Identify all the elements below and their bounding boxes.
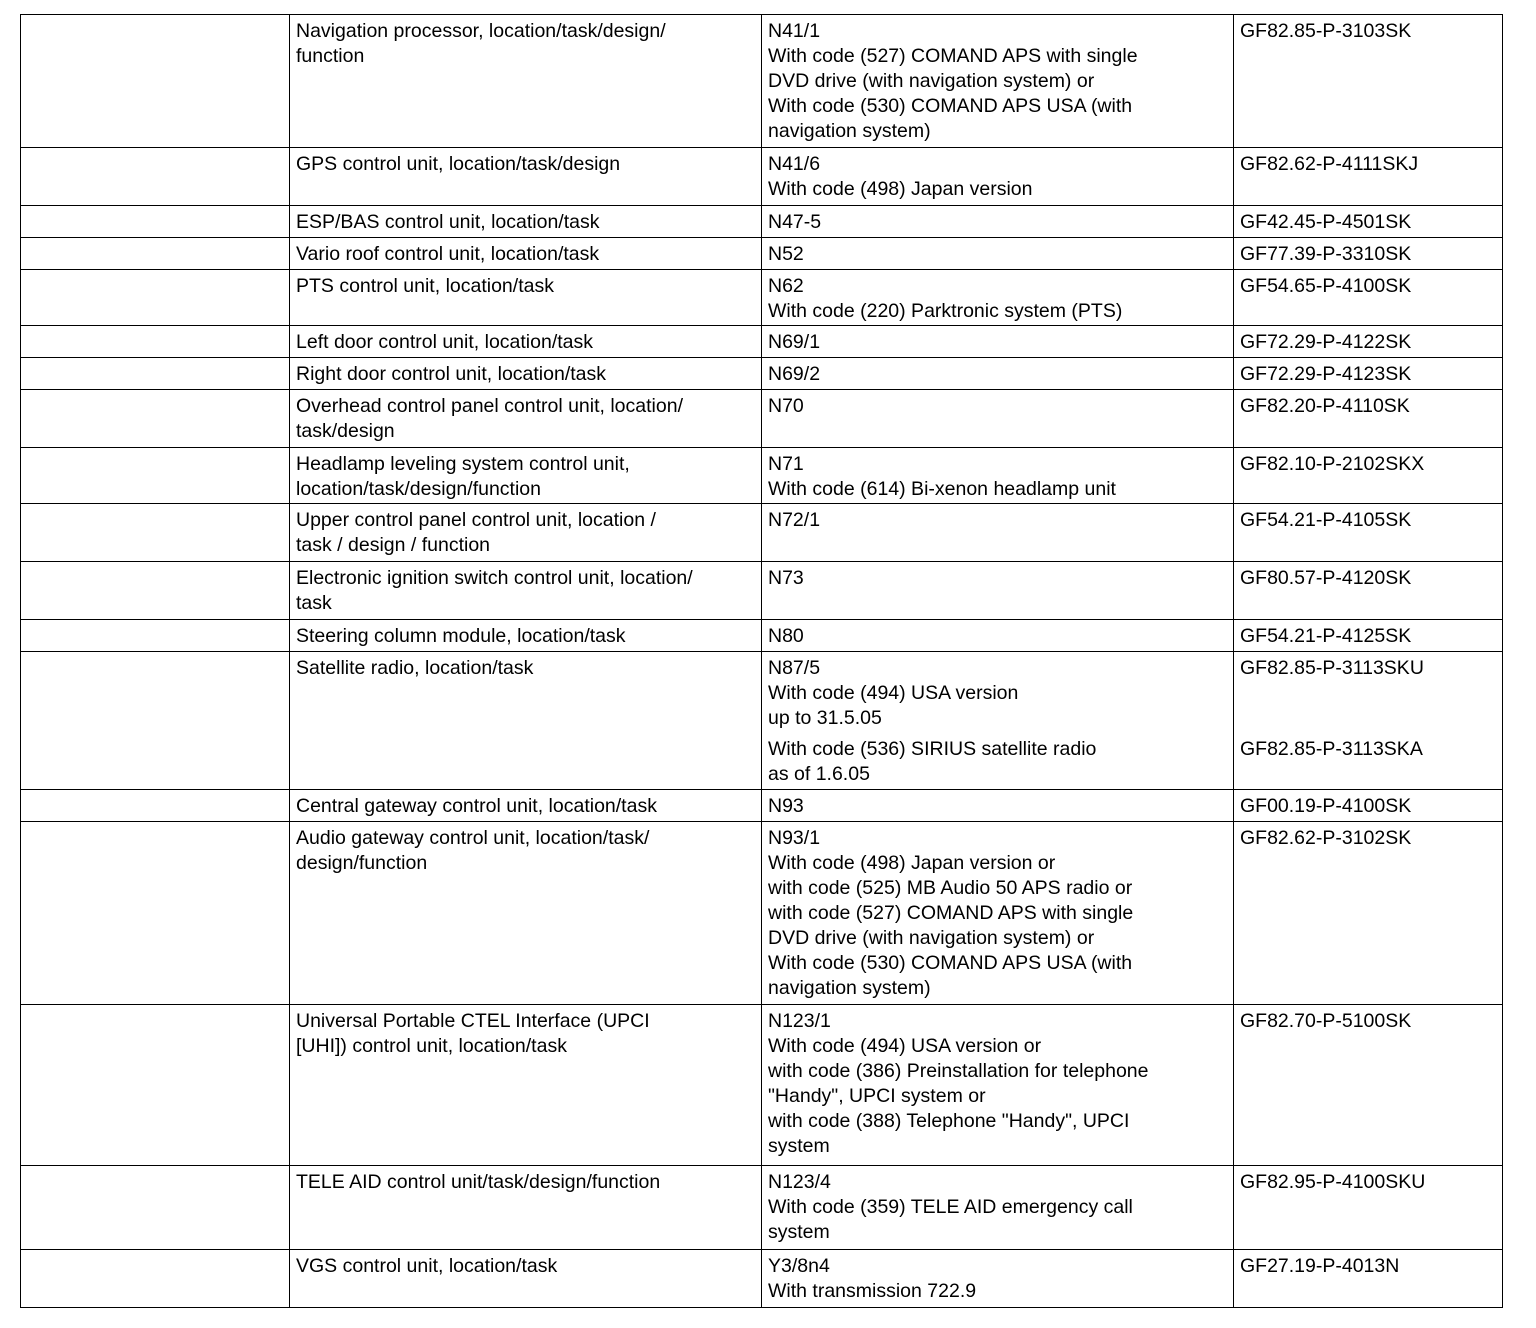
designation-text: N70 (768, 395, 804, 417)
table-row (21, 504, 1503, 562)
document-number: GF27.19-P-4013N (1240, 1255, 1400, 1277)
document-number: GF72.29-P-4123SK (1240, 363, 1412, 385)
blank-cell (21, 822, 290, 1005)
designation-text: N73 (768, 567, 804, 589)
designation-block (768, 274, 1227, 324)
designation-text: With code (359) TELE AID emergency call (768, 1196, 1133, 1218)
document-number: GF77.39-P-3310SK (1240, 243, 1412, 265)
designation-text: N41/1 (768, 20, 821, 42)
designation-cell (762, 390, 1234, 448)
document-cell (1234, 790, 1503, 822)
designation-text: N80 (768, 625, 804, 647)
designation-text: navigation system) (768, 120, 931, 142)
designation-text: With transmission 722.9 (768, 1280, 977, 1302)
document-cell (1234, 1005, 1503, 1166)
component-cell (290, 270, 762, 326)
designation-cell (762, 1166, 1234, 1250)
document-number: GF42.45-P-4501SK (1240, 211, 1412, 233)
designation-block (768, 566, 1227, 591)
document-cell (1234, 358, 1503, 390)
component-cell (290, 1166, 762, 1250)
table-row (21, 448, 1503, 504)
component-cell (290, 652, 762, 790)
document-cell (1234, 148, 1503, 206)
designation-text: with code (386) Preinstallation for telephone (768, 1060, 1149, 1082)
component-cell (290, 1250, 762, 1308)
blank-cell (21, 326, 290, 358)
document-cell (1234, 1250, 1503, 1308)
designation-cell (762, 238, 1234, 270)
component-text: task / design / function (296, 534, 491, 556)
designation-block (768, 394, 1227, 419)
table-row (21, 1166, 1503, 1250)
designation-text: With code (498) Japan version (768, 178, 1033, 200)
table-row (21, 790, 1503, 822)
designation-block (768, 656, 1227, 731)
table-row (21, 358, 1503, 390)
component-text: Central gateway control unit, location/task (296, 795, 657, 817)
designation-text: with code (525) MB Audio 50 APS radio or (768, 877, 1133, 899)
table-row (21, 620, 1503, 652)
designation-text: N123/1 (768, 1010, 831, 1032)
component-cell (290, 326, 762, 358)
designation-text: with code (388) Telephone "Handy", UPCI (768, 1110, 1130, 1132)
designation-cell (762, 148, 1234, 206)
designation-block (768, 362, 1227, 387)
designation-text: With code (536) SIRIUS satellite radio (768, 738, 1097, 760)
component-text: Steering column module, location/task (296, 625, 626, 647)
table-row (21, 652, 1503, 790)
designation-cell (762, 15, 1234, 148)
component-text: GPS control unit, location/task/design (296, 153, 621, 175)
designation-block (768, 330, 1227, 355)
document-number: GF82.85-P-3113SKA (1240, 738, 1423, 760)
designation-text: N69/1 (768, 331, 821, 353)
document-number: GF82.95-P-4100SKU (1240, 1171, 1426, 1193)
document-number: GF82.20-P-4110SK (1240, 395, 1410, 417)
designation-block (768, 210, 1227, 235)
component-text: Left door control unit, location/task (296, 331, 594, 353)
designation-cell (762, 326, 1234, 358)
designation-text: With code (220) Parktronic system (PTS) (768, 300, 1123, 322)
table-row (21, 206, 1503, 238)
designation-cell (762, 270, 1234, 326)
blank-cell (21, 1166, 290, 1250)
designation-block (768, 794, 1227, 819)
designation-cell (762, 790, 1234, 822)
designation-text: DVD drive (with navigation system) or (768, 70, 1095, 92)
table-row (21, 1005, 1503, 1166)
table-row (21, 238, 1503, 270)
designation-text: With code (614) Bi-xenon headlamp unit (768, 478, 1116, 500)
component-cell (290, 620, 762, 652)
document-cell (1234, 390, 1503, 448)
component-cell (290, 562, 762, 620)
component-text: Universal Portable CTEL Interface (UPCI (296, 1010, 650, 1032)
designation-block (768, 1254, 1227, 1304)
blank-cell (21, 652, 290, 790)
document-number: GF54.21-P-4125SK (1240, 625, 1412, 647)
component-text: Headlamp leveling system control unit, (296, 453, 630, 475)
document-number: GF54.21-P-4105SK (1240, 509, 1412, 531)
component-cell (290, 15, 762, 148)
component-text: VGS control unit, location/task (296, 1255, 558, 1277)
component-text: task (296, 592, 332, 614)
designation-text: "Handy", UPCI system or (768, 1085, 986, 1107)
designation-text: N41/6 (768, 153, 821, 175)
designation-block (768, 826, 1227, 1001)
blank-cell (21, 15, 290, 148)
designation-text: With code (527) COMAND APS with single (768, 45, 1138, 67)
component-text: Electronic ignition switch control unit, location/ (296, 567, 693, 589)
blank-cell (21, 562, 290, 620)
designation-cell (762, 822, 1234, 1005)
blank-cell (21, 1005, 290, 1166)
table-row (21, 270, 1503, 326)
document-cell (1234, 620, 1503, 652)
designation-block (768, 19, 1227, 144)
designation-text: N87/5 (768, 657, 821, 679)
component-text: Audio gateway control unit, location/task/ (296, 827, 650, 849)
component-text: task/design (296, 420, 395, 442)
designation-text: N72/1 (768, 509, 821, 531)
document-cell (1234, 448, 1503, 504)
designation-text: N71 (768, 453, 804, 475)
blank-cell (21, 206, 290, 238)
designation-text: With code (530) COMAND APS USA (with (768, 952, 1133, 974)
designation-text: N93/1 (768, 827, 821, 849)
blank-cell (21, 390, 290, 448)
component-cell (290, 358, 762, 390)
blank-cell (21, 448, 290, 504)
document-number: GF82.85-P-3103SK (1240, 20, 1412, 42)
designation-block (768, 737, 1227, 787)
component-text: Overhead control panel control unit, location/ (296, 395, 683, 417)
table-row (21, 15, 1503, 148)
designation-text: N52 (768, 243, 804, 265)
designation-text: With code (494) USA version or (768, 1035, 1042, 1057)
blank-cell (21, 620, 290, 652)
blank-cell (21, 504, 290, 562)
designation-text: With code (530) COMAND APS USA (with (768, 95, 1133, 117)
designation-text: up to 31.5.05 (768, 707, 882, 729)
document-number: GF82.85-P-3113SKU (1240, 657, 1424, 679)
document-number: GF82.62-P-4111SKJ (1240, 153, 1419, 175)
component-text: location/task/design/function (296, 478, 541, 500)
designation-cell (762, 206, 1234, 238)
designation-text: navigation system) (768, 977, 931, 999)
blank-cell (21, 790, 290, 822)
blank-cell (21, 238, 290, 270)
document-cell (1234, 326, 1503, 358)
designation-cell (762, 1005, 1234, 1166)
designation-text: N69/2 (768, 363, 821, 385)
component-cell (290, 206, 762, 238)
table-row (21, 822, 1503, 1005)
document-number: GF80.57-P-4120SK (1240, 567, 1412, 589)
designation-text: N93 (768, 795, 804, 817)
table-row (21, 1250, 1503, 1308)
document-number: GF72.29-P-4122SK (1240, 331, 1412, 353)
component-cell (290, 238, 762, 270)
designation-block (768, 1009, 1227, 1159)
designation-block (768, 452, 1227, 502)
component-text: design/function (296, 852, 428, 874)
designation-text: With code (494) USA version (768, 682, 1019, 704)
designation-cell (762, 620, 1234, 652)
designation-block (768, 152, 1227, 202)
component-text: Upper control panel control unit, location / (296, 509, 656, 531)
designation-text: DVD drive (with navigation system) or (768, 927, 1095, 949)
document-cell (1234, 652, 1503, 790)
designation-text: with code (527) COMAND APS with single (768, 902, 1134, 924)
document-number: GF82.70-P-5100SK (1240, 1010, 1412, 1032)
designation-block (768, 624, 1227, 649)
component-text: Navigation processor, location/task/design/ (296, 20, 666, 42)
designation-block (768, 242, 1227, 267)
table-row (21, 326, 1503, 358)
document-number: GF00.19-P-4100SK (1240, 795, 1412, 817)
designation-block (768, 1170, 1227, 1245)
component-cell (290, 448, 762, 504)
table-row (21, 390, 1503, 448)
component-cell (290, 148, 762, 206)
blank-cell (21, 1250, 290, 1308)
component-cell (290, 790, 762, 822)
component-cell (290, 822, 762, 1005)
designation-text: Y3/8n4 (768, 1255, 830, 1277)
component-cell (290, 1005, 762, 1166)
document-number: GF54.65-P-4100SK (1240, 275, 1412, 297)
document-number: GF82.10-P-2102SKX (1240, 453, 1425, 475)
designation-text: as of 1.6.05 (768, 763, 870, 785)
designation-text: N123/4 (768, 1171, 831, 1193)
blank-cell (21, 358, 290, 390)
table-body (21, 15, 1503, 1308)
component-text: Right door control unit, location/task (296, 363, 607, 385)
document-cell (1234, 238, 1503, 270)
designation-text: system (768, 1135, 830, 1157)
document-number: GF82.62-P-3102SK (1240, 827, 1412, 849)
table-row (21, 562, 1503, 620)
component-text: Satellite radio, location/task (296, 657, 534, 679)
designation-cell (762, 1250, 1234, 1308)
component-cell (290, 390, 762, 448)
component-text: Vario roof control unit, location/task (296, 243, 600, 265)
designation-cell (762, 504, 1234, 562)
designation-cell (762, 448, 1234, 504)
designation-text: N47-5 (768, 211, 822, 233)
document-cell (1234, 504, 1503, 562)
component-text: function (296, 45, 365, 67)
document-cell (1234, 15, 1503, 148)
designation-text: system (768, 1221, 830, 1243)
designation-cell (762, 652, 1234, 790)
designation-text: N62 (768, 275, 804, 297)
table-row (21, 148, 1503, 206)
blank-cell (21, 148, 290, 206)
blank-cell (21, 270, 290, 326)
document-cell (1234, 562, 1503, 620)
designation-cell (762, 358, 1234, 390)
component-text: ESP/BAS control unit, location/task (296, 211, 600, 233)
document-cell (1234, 1166, 1503, 1250)
component-text: TELE AID control unit/task/design/function (296, 1171, 661, 1193)
designation-cell (762, 562, 1234, 620)
component-text: PTS control unit, location/task (296, 275, 554, 297)
document-cell (1234, 206, 1503, 238)
document-cell (1234, 822, 1503, 1005)
component-cell (290, 504, 762, 562)
document-cell (1234, 270, 1503, 326)
designation-block (768, 508, 1227, 533)
designation-text: With code (498) Japan version or (768, 852, 1056, 874)
component-text: [UHI]) control unit, location/task (296, 1035, 567, 1057)
component-table (20, 14, 1503, 1308)
